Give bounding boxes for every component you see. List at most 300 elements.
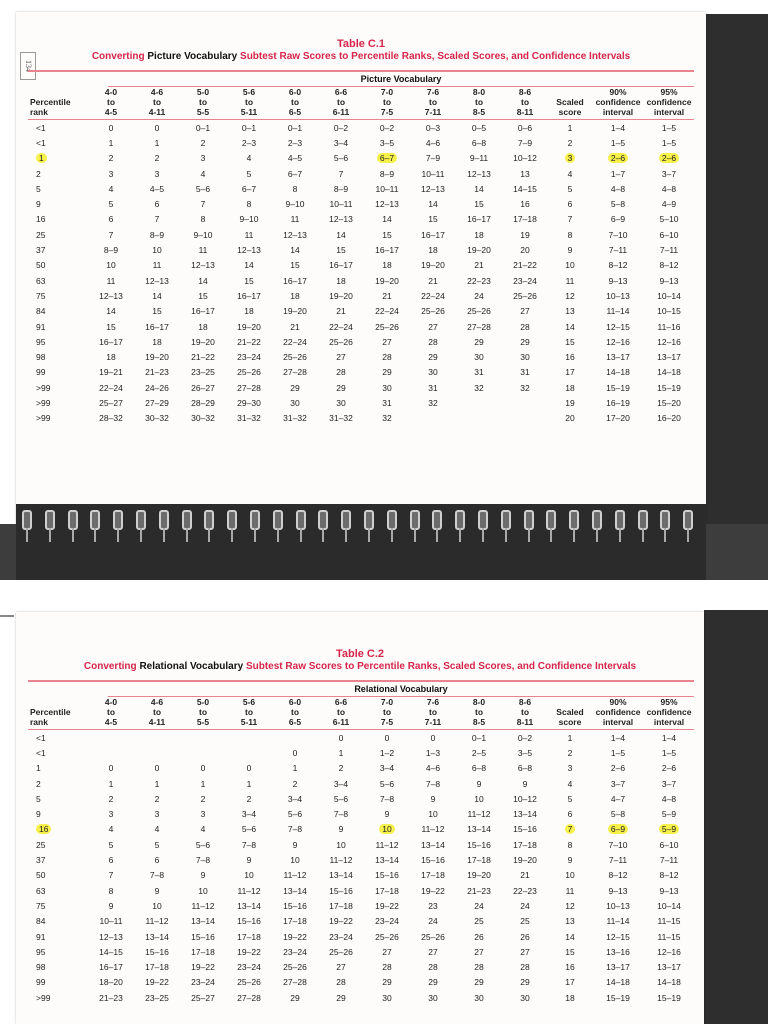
- cell-value: 3–7: [661, 168, 677, 179]
- cell-value: 4–7: [610, 793, 626, 804]
- table-cell: [548, 135, 592, 150]
- cell-value: 37: [36, 245, 46, 256]
- cell-value: 11–12: [375, 839, 399, 850]
- table-cell: [318, 304, 364, 319]
- table-cell: [180, 334, 226, 349]
- table-cell: [272, 898, 318, 913]
- table-cell: [410, 242, 456, 257]
- table-cell: [88, 898, 134, 913]
- cell-value: 15–16: [513, 824, 537, 835]
- table-cell: [180, 349, 226, 364]
- cell-value: 0–2: [379, 122, 395, 133]
- table-cell: [644, 395, 694, 410]
- cell-value: 11–12: [191, 900, 215, 911]
- table-cell: [226, 181, 272, 196]
- cell-value: 4–5: [149, 183, 165, 194]
- cell-value: 3–4: [241, 809, 257, 820]
- cell-value: 5: [36, 793, 41, 804]
- cell-value: 22–24: [329, 321, 353, 332]
- cell-value: >99: [36, 397, 51, 408]
- cell-value: 99: [36, 977, 46, 988]
- cell-value: 29: [474, 977, 484, 988]
- cell-value: 11–14: [606, 306, 630, 317]
- table-cell: [548, 242, 592, 257]
- cell-value: 9–10: [239, 214, 259, 225]
- table-cell: [456, 196, 502, 211]
- binding-ring: [45, 510, 55, 530]
- table-cell: [134, 975, 180, 990]
- table-cell: [180, 288, 226, 303]
- table-cell: [364, 273, 410, 288]
- cell-value: 5: [246, 168, 252, 179]
- table-cell: [644, 990, 694, 1005]
- cell-value: >99: [36, 413, 51, 424]
- cell-value: 0: [384, 732, 390, 743]
- table-cell: [548, 745, 592, 760]
- cell-value: 2: [292, 778, 298, 789]
- table-cell: [272, 258, 318, 273]
- table-cell: [592, 730, 644, 746]
- cell-value: 7: [567, 214, 573, 225]
- table-cell: [28, 212, 88, 227]
- cell-value: 98: [36, 352, 46, 363]
- table-cell: [364, 212, 410, 227]
- table-cell: [318, 273, 364, 288]
- table-cell: [272, 411, 318, 426]
- table-cell: [226, 288, 272, 303]
- table-cell: [28, 395, 88, 410]
- cell-value: 6–7: [241, 183, 257, 194]
- table-cell: [364, 990, 410, 1005]
- binding-ring: [410, 510, 420, 530]
- cell-value: 11–16: [657, 321, 681, 332]
- cell-value: 10: [106, 260, 116, 271]
- cell-value: 9: [246, 855, 252, 866]
- cell-value: 10–12: [513, 153, 537, 164]
- binding-ring-stem: [208, 528, 210, 542]
- table-row: [28, 914, 694, 929]
- cell-value: 2: [108, 793, 114, 804]
- table-cell: [548, 944, 592, 959]
- table-cell: [548, 852, 592, 867]
- table-cell: [456, 349, 502, 364]
- table-row: [28, 196, 694, 211]
- table-cell: [502, 380, 548, 395]
- table-cell: [410, 914, 456, 929]
- cell-value: 7–9: [517, 137, 533, 148]
- table-cell: [134, 395, 180, 410]
- table-cell: [592, 791, 644, 806]
- cell-value: 6: [567, 809, 573, 820]
- cell-value: 18: [152, 336, 162, 347]
- table-cell: [592, 806, 644, 821]
- cell-value: 19–20: [467, 870, 491, 881]
- cell-value: 12–13: [191, 260, 215, 271]
- cell-value: 0: [154, 122, 160, 133]
- cell-value: 4–8: [661, 793, 677, 804]
- cell-value: 17: [565, 367, 575, 378]
- cell-value: 1: [108, 137, 114, 148]
- cell-value: 19–20: [467, 245, 491, 256]
- cell-value: 10: [290, 855, 300, 866]
- cell-value: 14–18: [606, 367, 630, 378]
- table-cell: [134, 196, 180, 211]
- table-cell: [548, 151, 592, 166]
- cell-value: 14: [474, 183, 484, 194]
- table-cell: [364, 745, 410, 760]
- cell-value: 5: [567, 183, 573, 194]
- cell-value: 21–22: [237, 336, 261, 347]
- cell-value: 0–5: [471, 122, 487, 133]
- table-cell: [364, 411, 410, 426]
- cell-value: 27–28: [237, 992, 261, 1003]
- table-cell: [88, 304, 134, 319]
- table-cell: [226, 151, 272, 166]
- table-cell: [272, 791, 318, 806]
- cell-value: 9: [338, 824, 344, 835]
- table-cell: [592, 411, 644, 426]
- table-cell: [180, 135, 226, 150]
- table-cell: [644, 273, 694, 288]
- table-cell: [180, 365, 226, 380]
- table-cell: [88, 365, 134, 380]
- cell-value: 14: [565, 931, 575, 942]
- table-cell: [456, 959, 502, 974]
- cell-value: 17: [565, 977, 575, 988]
- cell-value: 25–26: [329, 336, 353, 347]
- table-row: [28, 258, 694, 273]
- binding-ring: [683, 510, 693, 530]
- cell-value: 23–24: [283, 946, 307, 957]
- cell-value: 10–14: [657, 290, 681, 301]
- table-cell: [180, 914, 226, 929]
- table-cell: [318, 365, 364, 380]
- table-cell: [502, 990, 548, 1005]
- cell-value: 19–21: [99, 367, 123, 378]
- cell-value: 4–9: [661, 199, 677, 210]
- table-cell: [226, 227, 272, 242]
- table-cell: [644, 761, 694, 776]
- table-cell: [88, 806, 134, 821]
- cell-value: 32: [474, 382, 484, 393]
- table-cell: [88, 380, 134, 395]
- cell-value: <1: [36, 122, 46, 133]
- column-header: 6-6 to 6-11: [318, 87, 364, 120]
- binding-ring-stem: [368, 528, 370, 542]
- table-cell: [226, 837, 272, 852]
- cell-value: 21–22: [191, 352, 215, 363]
- table-cell: [410, 166, 456, 181]
- table-cell: [410, 837, 456, 852]
- cell-value: 9–13: [659, 275, 679, 286]
- table-cell: [88, 411, 134, 426]
- table-cell: [226, 334, 272, 349]
- cell-value: 98: [36, 962, 46, 973]
- cell-value: 13–14: [145, 931, 169, 942]
- cell-value: 2: [36, 778, 41, 789]
- cell-value: 14: [198, 275, 208, 286]
- table-cell: [272, 196, 318, 211]
- cell-value: 11–12: [467, 809, 491, 820]
- cell-value: 29: [382, 977, 392, 988]
- table-cell: [502, 349, 548, 364]
- table-cell: [226, 822, 272, 837]
- cell-value: 28: [474, 962, 484, 973]
- table-cell: [318, 334, 364, 349]
- table-cell: [88, 288, 134, 303]
- cell-value: 2: [154, 153, 160, 164]
- cell-value: >99: [36, 382, 51, 393]
- table-cell: [88, 791, 134, 806]
- cell-value: 24: [520, 900, 530, 911]
- cell-value: 1: [200, 778, 206, 789]
- cell-value: 13–14: [237, 900, 261, 911]
- binding-ring-stem: [322, 528, 324, 542]
- cell-value: 27–28: [283, 367, 307, 378]
- cell-value: 15–16: [329, 885, 353, 896]
- binding-ring: [455, 510, 465, 530]
- cell-value: 24: [474, 900, 484, 911]
- table-cell: [592, 334, 644, 349]
- cell-value: 21: [428, 275, 438, 286]
- cell-value: 3: [567, 763, 573, 774]
- table-cell: [502, 883, 548, 898]
- table-cell: [28, 883, 88, 898]
- cell-value: 18: [565, 992, 575, 1003]
- binding-ring: [159, 510, 169, 530]
- table-row: [28, 288, 694, 303]
- cell-value: 18: [106, 352, 116, 363]
- table-cell: [644, 242, 694, 257]
- table-cell: [592, 745, 644, 760]
- cell-value: 95: [36, 946, 46, 957]
- cell-value: 9–10: [285, 199, 305, 210]
- table-cell: [456, 411, 502, 426]
- cell-value: 27: [520, 306, 530, 317]
- table-cell: [272, 745, 318, 760]
- cell-value: 7–8: [333, 809, 349, 820]
- cell-value: <1: [36, 747, 46, 758]
- cell-value: 15: [152, 306, 162, 317]
- table-cell: [592, 868, 644, 883]
- cell-value: 19–20: [329, 290, 353, 301]
- table-cell: [180, 304, 226, 319]
- table-cell: [364, 806, 410, 821]
- table-cell: [364, 944, 410, 959]
- table-cell: [410, 730, 456, 746]
- caption-suffix: Subtest Raw Scores to Percentile Ranks, Scaled Scores, and Confidence Intervals: [240, 51, 631, 62]
- table-cell: [88, 822, 134, 837]
- table-cell: [410, 304, 456, 319]
- table-cell: [88, 242, 134, 257]
- table-cell: [456, 120, 502, 136]
- cell-value: 28: [336, 367, 346, 378]
- table-cell: [502, 975, 548, 990]
- cell-value: 3–5: [517, 747, 533, 758]
- table-cell: [548, 334, 592, 349]
- column-header: 6-0 to 6-5: [272, 87, 318, 120]
- table-cell: [180, 395, 226, 410]
- table-cell: [28, 730, 88, 746]
- cell-value: 5: [154, 839, 160, 850]
- cell-value: 16: [565, 962, 575, 973]
- cell-value: 26–27: [191, 382, 215, 393]
- cell-value: 7: [338, 168, 344, 179]
- cell-value: 8–12: [608, 870, 628, 881]
- cell-value: 21–23: [99, 992, 123, 1003]
- table-cell: [88, 745, 134, 760]
- cell-value: 17–18: [329, 900, 353, 911]
- cell-value: 25–26: [329, 946, 353, 957]
- cell-value: 15: [244, 275, 254, 286]
- cell-value: 20: [520, 245, 530, 256]
- table-cell: [502, 196, 548, 211]
- cell-value: 3–4: [287, 793, 303, 804]
- table-cell: [502, 304, 548, 319]
- cell-value: 1–5: [661, 122, 677, 133]
- column-header: 4-0 to 4-5: [88, 87, 134, 120]
- table-cell: [88, 761, 134, 776]
- column-header: 7-6 to 7-11: [410, 87, 456, 120]
- cell-value: 28: [382, 352, 392, 363]
- cell-value: 15: [382, 229, 392, 240]
- table-cell: [364, 258, 410, 273]
- table-cell: [548, 914, 592, 929]
- table-cell: [134, 868, 180, 883]
- table-cell: [548, 227, 592, 242]
- table-cell: [644, 349, 694, 364]
- cell-value: 30: [290, 397, 300, 408]
- cell-value: 7–8: [195, 855, 211, 866]
- table-cell: [226, 242, 272, 257]
- table-cell: [28, 761, 88, 776]
- table-cell: [456, 898, 502, 913]
- table-cell: [644, 791, 694, 806]
- table-cell: [364, 868, 410, 883]
- table-cell: [364, 883, 410, 898]
- cell-value: 9: [154, 885, 160, 896]
- table-cell: [502, 837, 548, 852]
- table-cell: [318, 975, 364, 990]
- cell-value: 2: [567, 747, 573, 758]
- cell-value: 5: [36, 183, 41, 194]
- table-cell: [644, 806, 694, 821]
- table-cell: [226, 868, 272, 883]
- cell-value: 6–10: [659, 839, 679, 850]
- cell-value: 0–1: [241, 122, 257, 133]
- spiral-binding: [16, 504, 706, 580]
- table-cell: [272, 837, 318, 852]
- cell-value: 19–20: [375, 275, 399, 286]
- table-cell: [134, 319, 180, 334]
- table-cell: [272, 334, 318, 349]
- table-cell: [272, 166, 318, 181]
- cell-value: 10–13: [606, 290, 630, 301]
- cell-value: 15–16: [375, 870, 399, 881]
- table-cell: [226, 990, 272, 1005]
- group-header: Picture Vocabulary: [108, 72, 694, 87]
- cell-value: 2–3: [287, 137, 303, 148]
- column-header: 7-6 to 7-11: [410, 697, 456, 730]
- table-cell: [88, 212, 134, 227]
- table-cell: [644, 822, 694, 837]
- cell-value: 19: [520, 229, 530, 240]
- table-cell: [272, 120, 318, 136]
- cell-value: 10–11: [421, 168, 445, 179]
- cell-value: 27: [520, 946, 530, 957]
- table-cell: [592, 883, 644, 898]
- binding-ring: [546, 510, 556, 530]
- table-cell: [364, 151, 410, 166]
- cell-value: <1: [36, 137, 46, 148]
- cell-value: 13–17: [657, 962, 681, 973]
- cell-value: 14: [565, 321, 575, 332]
- table-cell: [548, 868, 592, 883]
- cell-value: 6–8: [517, 763, 533, 774]
- cell-value: 12–16: [657, 336, 681, 347]
- table-cell: [548, 166, 592, 181]
- table-cell: [364, 120, 410, 136]
- table-cell: [410, 868, 456, 883]
- table-cell: [502, 822, 548, 837]
- cell-value: 5–6: [379, 778, 395, 789]
- caption-subtest: Picture Vocabulary: [147, 51, 238, 62]
- table-cell: [134, 929, 180, 944]
- cell-value: 28: [382, 962, 392, 973]
- cell-value: 19–22: [145, 977, 169, 988]
- table-cell: [502, 730, 548, 746]
- table-cell: [28, 304, 88, 319]
- table-cell: [272, 868, 318, 883]
- cell-value: 7–10: [608, 229, 628, 240]
- column-header: Scaled score: [548, 697, 592, 730]
- cell-value: 21: [290, 321, 300, 332]
- cell-value: 13: [520, 168, 530, 179]
- table-cell: [456, 929, 502, 944]
- binding-ring: [318, 510, 328, 530]
- cell-value: 17–18: [513, 839, 537, 850]
- table-cell: [28, 196, 88, 211]
- cell-value: 0–1: [471, 732, 487, 743]
- cell-value: 4: [108, 183, 114, 194]
- cell-value: 2: [200, 137, 206, 148]
- table-cell: [592, 395, 644, 410]
- cell-value: 25: [36, 229, 46, 240]
- cell-value: 14–18: [657, 367, 681, 378]
- table-cell: [502, 334, 548, 349]
- table-row: [28, 929, 694, 944]
- cell-value: 11: [565, 885, 575, 896]
- cell-value: 8: [108, 885, 114, 896]
- column-header: Percentile rank: [28, 697, 88, 730]
- table-cell: [28, 319, 88, 334]
- cell-value: 0: [108, 763, 114, 774]
- cell-value: 0: [430, 732, 436, 743]
- column-header: Percentile rank: [28, 87, 88, 120]
- cell-value: 37: [36, 855, 46, 866]
- cell-value: 0–6: [517, 122, 533, 133]
- cell-value: 4–8: [661, 183, 677, 194]
- scanner-background-right-lower: [704, 610, 768, 1024]
- cell-value: 0–2: [517, 732, 533, 743]
- table-row: [28, 380, 694, 395]
- table-cell: [88, 166, 134, 181]
- cell-value: 17–18: [513, 214, 537, 225]
- table-cell: [456, 914, 502, 929]
- cell-value: 1–5: [610, 137, 626, 148]
- table-cell: [502, 151, 548, 166]
- cell-value: 16–17: [421, 229, 445, 240]
